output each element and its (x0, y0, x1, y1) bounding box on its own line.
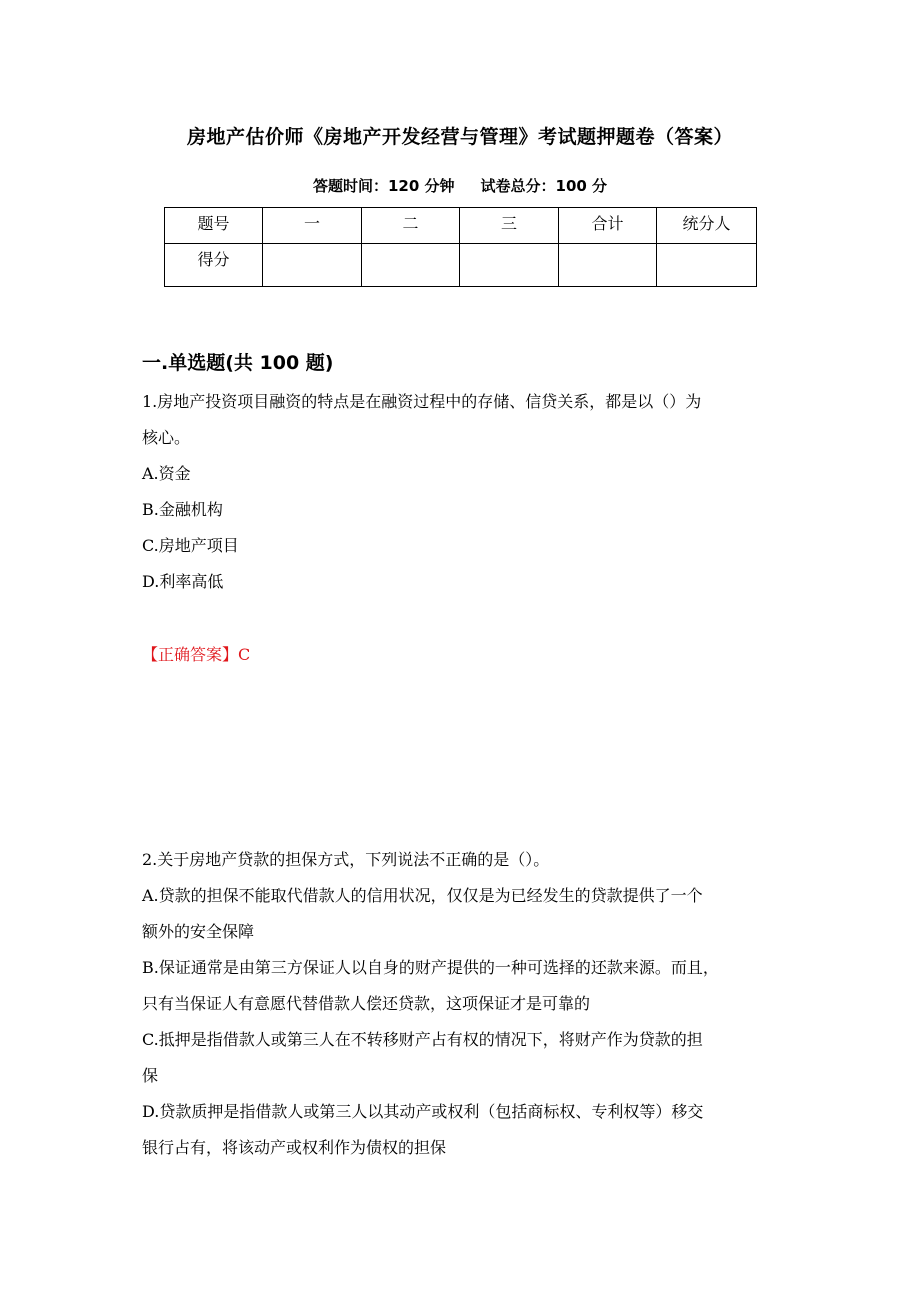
option-a-continued: 额外的安全保障 (142, 922, 255, 941)
header-cell: 统分人 (657, 208, 757, 244)
option-a: A.贷款的担保不能取代借款人的信用状况，仅仅是为已经发生的贷款提供了一个 (142, 886, 703, 905)
score-cell (460, 244, 559, 287)
score-cell (657, 244, 757, 287)
score-table-header-row (165, 208, 757, 244)
header-cell: 合计 (559, 208, 657, 244)
score-table-score-row (165, 244, 757, 287)
question-2 (142, 842, 782, 1166)
question-stem-line: 2.关于房地产贷款的担保方式，下列说法不正确的是（）。 (142, 850, 550, 869)
option-d: D.利率高低 (142, 572, 224, 591)
section-title: 一.单选题(共 100 题) (142, 352, 334, 374)
header-cell: 二 (362, 208, 460, 244)
correct-answer: 【正确答案】C (142, 645, 251, 664)
question-stem-line: 核心。 (142, 428, 191, 447)
question-1 (142, 384, 782, 600)
score-label-cell: 得分 (165, 244, 263, 287)
exam-info (0, 175, 920, 196)
total-score: 试卷总分：100 分 (480, 177, 608, 195)
option-b: B.保证通常是由第三方保证人以自身的财产提供的一种可选择的还款来源。而且， (142, 958, 719, 977)
score-table (164, 207, 757, 287)
question-stem-line: 1.房地产投资项目融资的特点是在融资过程中的存储、信贷关系，都是以（）为 (142, 392, 702, 411)
score-cell (559, 244, 657, 287)
exam-time: 答题时间：120 分钟 (312, 177, 455, 195)
header-cell: 一 (263, 208, 362, 244)
option-c: C.房地产项目 (142, 536, 239, 555)
option-b-continued: 只有当保证人有意愿代替借款人偿还贷款，这项保证才是可靠的 (142, 994, 591, 1013)
score-cell (362, 244, 460, 287)
document-title: 房地产估价师《房地产开发经营与管理》考试题押题卷（答案） (186, 126, 733, 148)
option-d: D.贷款质押是指借款人或第三人以其动产或权利（包括商标权、专利权等）移交 (142, 1102, 704, 1121)
header-cell: 三 (460, 208, 559, 244)
header-cell: 题号 (165, 208, 263, 244)
option-c: C.抵押是指借款人或第三人在不转移财产占有权的情况下，将财产作为贷款的担 (142, 1030, 703, 1049)
option-a: A.资金 (142, 464, 191, 483)
score-cell (263, 244, 362, 287)
option-c-continued: 保 (142, 1066, 159, 1085)
option-d-continued: 银行占有，将该动产或权利作为债权的担保 (142, 1138, 447, 1157)
option-b: B.金融机构 (142, 500, 223, 519)
